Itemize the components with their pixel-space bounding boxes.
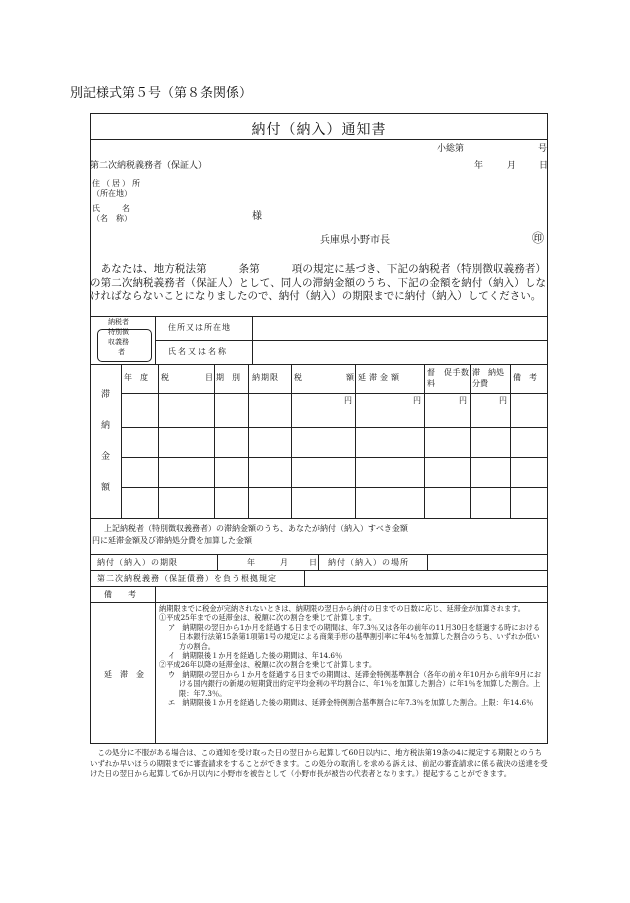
late-fee-line-1: 納期限までに税金が完納されないときは、納期限の翌日から納付の日までの日数に応じ、延滞金が加算されます。 [159,604,525,613]
number-suffix: 号 [538,144,548,154]
header-disposition-fee: 滞 納処分費 [472,368,504,388]
header-late-fee-amount: 延滞金額 [358,373,402,382]
header-tax-amount: 税 額 [294,373,354,382]
late-fee-line-3: ア 納期限の翌日から1か月を経過する日までの期間は、年7.3％又は各年の前年の11月30日を経過する時における日本銀行法第15条第1項第1号の規定による商業手形の基準割引率に年4％を加算した割合のうち、いずれか低い方の割合。 [168,622,541,651]
late-fee-line-2: ①平成25年までの延滞金は、税額に次の割合を乗じて計算します。 [159,613,377,623]
form-title: 納付（納入）通知書 [251,122,387,138]
taxpayer-side-3: 収義務 [108,338,129,346]
appeal-footnote: この処分に不服がある場合は、この通知を受け取った日の翌日から起算して60日以内に、地方税法第19条の4に規定する期限とのうちいずれか早いほうの期限までに審査請求をすることができます。この処分の取消しを求める訴えは、前記の審査請求に係る裁決の送達を受けた日の翌日から起算して6か月以内に小野市を被告として（小野市長が被告の代表者となります。）提起することができます。 [90,748,548,778]
header-period: 期 別 [216,373,240,382]
header-demand-fee: 督 促手数料 [427,368,469,388]
form-label: 別記様式第５号（第８条関係） [70,86,253,101]
deadline-label: 納付（納入）の期限 [97,558,178,567]
unit-tax-amount: 円 [344,396,352,405]
liability-basis-label: 第二次納税義務（保証債務）を負う根拠規定 [97,574,277,583]
number-prefix: 小総第 [437,144,465,154]
late-fee-label: 延 滞 金 [104,670,144,679]
seal-mark: ㊞ [532,231,545,245]
issuer-name: 兵庫県小野市長 [320,235,390,246]
name-label-sub: （名 称） [92,214,132,223]
summary-text-1: 上記納税者（特別徴収義務者）の滞納金額のうち、あなたが納付（納入）すべき金額 [104,524,408,533]
header-remarks: 備 考 [513,373,537,382]
late-fee-note [159,604,545,707]
late-fee-line-4: イ 納期限後１か月を経過した後の期間は、年14.6％ [168,651,343,661]
delinquent-side-2: 納 [101,421,111,431]
header-tax-item: 税 目 [161,373,213,382]
late-fee-line-6: ウ 納期限の翌日から１か月を経過する日までの期間は、延滞金特例基準割合（各年の前々年10月から前年9月における国内銀行の新規の短期貸出約定平均金利の平均割合に、年1％を加算した割合）に年1％を加算した割合。上限：年7.3％。 [168,669,542,698]
issue-date-month: 月 [507,161,517,171]
delinquent-side-4: 額 [101,483,111,493]
honorific: 様 [252,211,262,222]
remarks-label: 備 考 [104,590,136,599]
late-fee-line-7: エ 納期限後１か月を経過した後の期間は、延滞金特例割合基準割合に年7.3％を加算した割合。上限：年14.6％ [168,698,534,708]
summary-text-2: 円に延滞金額及び滞納処分費を加算した金額 [92,536,252,545]
deadline-month: 月 [280,558,288,567]
late-fee-line-5: ②平成26年以降の延滞金は、税額に次の割合を乗じて計算します。 [159,660,377,670]
delinquent-side-3: 金 [101,452,111,462]
header-fiscal-year: 年 度 [124,373,148,382]
issue-date-day: 日 [539,161,549,171]
deadline-day: 日 [309,558,317,567]
taxpayer-address-label: 住所又は所在地 [168,323,231,332]
address-label: 住（居）所 [92,179,142,188]
deadline-year: 年 [247,558,255,567]
taxpayer-side-2: 特別徴 [108,328,129,336]
delinquent-side-1: 滞 [101,390,111,400]
taxpayer-side-1: 納税者 [108,318,129,326]
unit-late-fee: 円 [413,396,421,405]
unit-demand-fee: 円 [459,396,467,405]
taxpayer-side-4: 者 [118,348,125,356]
unit-disposition-fee: 円 [499,396,507,405]
issue-date-year: 年 [474,161,484,171]
address-label-sub: （所在地） [92,189,132,198]
taxpayer-name-label: 氏名又は名称 [168,347,228,356]
header-due-date: 納期限 [252,373,279,382]
name-label: 氏 名 [92,204,132,213]
payment-place-label: 納付（納入）の場所 [328,558,409,567]
notice-text: あなたは、地方税法第 条第 項の規定に基づき、下記の納税者（特別徴収義務者）の第二次納税義務者（保証人）として、同人の滞納金額のうち、下記の金額を納付（納入）しなければならないことになりましたので、納付（納入）の期限までに納付（納入）してください。 [90,263,546,302]
recipient-label: 第二次納税義務者（保証人） [90,161,208,171]
